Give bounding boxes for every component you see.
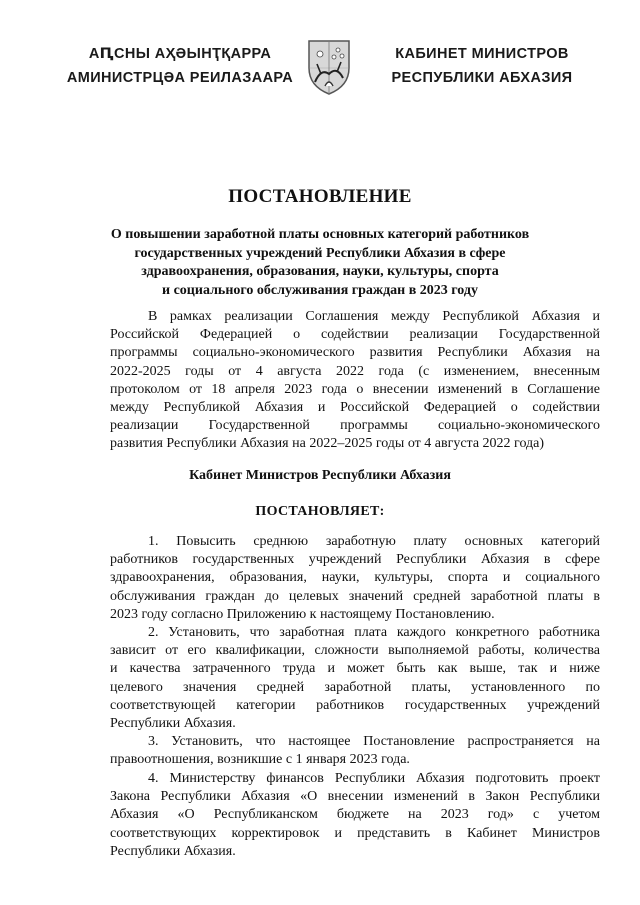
text-line: соответствующей категории работников государственных учреждений	[110, 697, 600, 713]
preamble-paragraph	[110, 308, 600, 454]
text-line: здравоохранения, образования, науки, культуры, спорта и социального	[110, 570, 600, 586]
text-line: Республики Абхазия.	[110, 843, 236, 859]
text-line: Закона Республики Абхазия «О внесении изменений в Закон Республики	[110, 789, 600, 805]
header-right-line-1: КАБИНЕТ МИНИСТРОВ	[395, 46, 569, 62]
text-line: 2022-2025 годы от 4 августа 2022 года (с изменением, внесенным	[110, 363, 600, 379]
header-right-title	[362, 42, 602, 90]
text-line: Российской Федерацией о содействии реализации Государственной	[110, 327, 600, 343]
subtitle-line: и социального обслуживания граждан в 2023 году	[162, 282, 478, 298]
text-line: Республики Абхазия.	[110, 715, 236, 731]
header-right-line-2: РЕСПУБЛИКИ АБХАЗИЯ	[391, 70, 573, 86]
decree-item-3	[110, 733, 600, 769]
text-line: протоколом от 18 апреля 2023 года о внесении изменений в Соглашение	[110, 381, 600, 397]
text-line: реализации Государственной программы социально-экономического	[110, 418, 600, 434]
header-left-title	[60, 42, 300, 90]
issuing-authority: Кабинет Министров Республики Абхазия	[189, 468, 451, 483]
text-line: между Республикой Абхазия и Российской Федерацией о содействии	[110, 399, 600, 415]
text-line: 2. Установить, что заработная плата каждого конкретного работника	[148, 625, 600, 640]
text-line: программы социально-экономического развития Республики Абхазия на	[110, 345, 600, 361]
text-line: и качества затраченного труда и может быть как выше, так и ниже	[110, 661, 600, 677]
text-line: В рамках реализации Соглашения между Республикой Абхазия и	[148, 309, 600, 324]
text-line: работников государственных учреждений Республики Абхазия в сфере	[110, 552, 600, 568]
header-left-line-2: АМИНИСТРЦӘА РЕИЛАЗААРА	[66, 70, 294, 86]
header-left-line-1: АԤСНЫ АҲӘЫНҬҚАРРА	[88, 46, 272, 62]
subtitle-line: государственных учреждений Республики Абхазия в сфере	[134, 245, 506, 261]
subtitle-line: О повышении заработной платы основных категорий работников	[110, 227, 530, 242]
decree-item-2	[110, 624, 600, 733]
text-line: 4. Министерству финансов Республики Абхазия подготовить проект	[148, 771, 600, 786]
document-subtitle	[100, 226, 540, 300]
text-line: Абхазия «О Республиканском бюджете на 2023 год» с учетом	[110, 807, 600, 823]
text-line: обслуживания граждан до целевых значений средней заработной платы в	[110, 588, 600, 604]
text-line: развития Республики Абхазия на 2022–2025 годы от 4 августа 2022 года)	[110, 436, 545, 452]
subtitle-line: здравоохранения, образования, науки, культуры, спорта	[141, 264, 499, 279]
document-title: ПОСТАНОВЛЕНИЕ	[228, 186, 412, 207]
text-line: правоотношения, возникшие с 1 января 2023 года.	[110, 752, 410, 768]
decree-word: ПОСТАНОВЛЯЕТ:	[255, 504, 385, 519]
decree-item-4	[110, 770, 600, 861]
decree-item-1	[110, 533, 600, 624]
text-line: 2023 году согласно Приложению к настоящему Постановлению.	[110, 606, 495, 622]
text-line: целевого значения средней заработной платы, установленного по	[110, 679, 600, 695]
text-line: 1. Повысить среднюю заработную плату основных категорий	[148, 534, 600, 549]
text-line: 3. Установить, что настоящее Постановление распространяется на	[148, 734, 600, 749]
text-line: зависит от его квалификации, сложности выполняемой работы, количества	[110, 643, 600, 659]
state-emblem-icon	[305, 38, 353, 96]
text-line: соответствующих корректировок и представить в Кабинет Министров	[110, 825, 600, 841]
